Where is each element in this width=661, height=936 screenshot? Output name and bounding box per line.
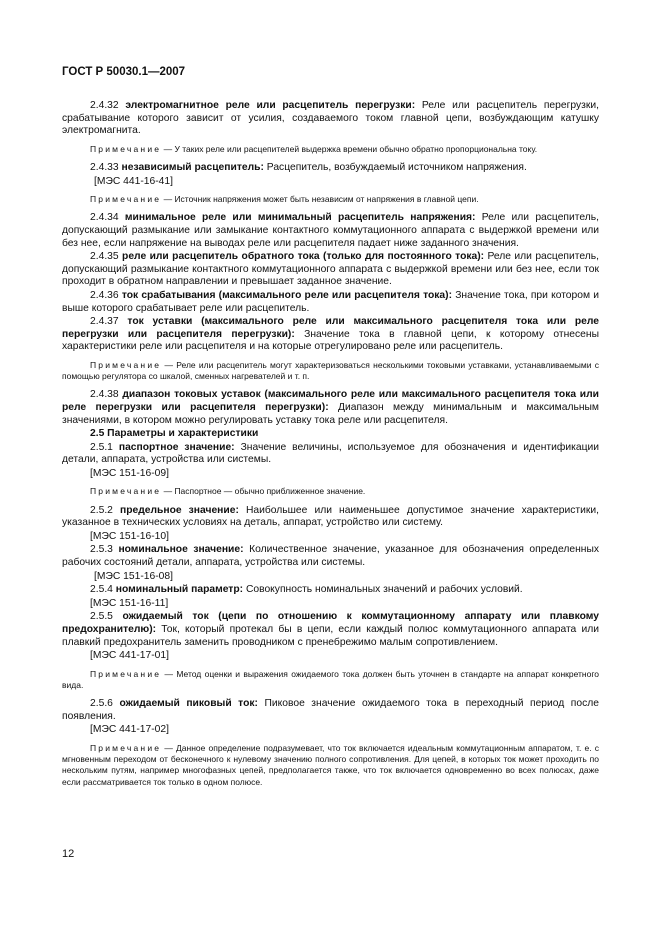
clause-number: 2.5.6: [90, 698, 113, 710]
term-definition: Наибольшее или наименьшее допустимое значение характеристики, указанное в технических условиях на деталь, аппарат, устройство или систему.: [62, 504, 599, 529]
reference: [МЭС 151-16-09]: [90, 467, 169, 479]
clause-2-4-37: [62, 316, 599, 354]
note-label: Примечание: [90, 359, 162, 370]
term-definition: Ток, который протекал бы в цепи, если каждый полюс коммутационного аппарата или плавкий предохранитель заменить проводником с пренебрежимо малым сопротивлением.: [62, 624, 599, 648]
clause-2-4-34: [62, 212, 599, 250]
note-text: — У таких реле или расцепителей выдержка времени обычно обратно пропорциональна току.: [163, 143, 538, 154]
term-definition: Диапазон между минимальным и максимальным значениями, в котором можно регулировать уставку тока реле или расцепителя.: [62, 401, 599, 426]
term-definition: Реле или расцепитель перегрузки, срабатывание которого зависит от усилия, создаваемого током главной цепи, возбуждающим катушку электромагнита.: [62, 100, 599, 137]
clause-number: 2.5.5: [90, 611, 113, 623]
note: [62, 360, 599, 382]
term-heading: независимый расцепитель:: [121, 161, 264, 173]
note-label: Примечание: [90, 742, 162, 753]
clause-2-5-1: [62, 442, 599, 467]
note: [62, 669, 599, 691]
term-definition: Значение тока, при котором и выше которого срабатывает реле или расцепитель.: [62, 289, 599, 314]
clause-number: 2.4.35: [90, 251, 119, 263]
reference: [МЭС 151-16-10]: [90, 530, 169, 542]
clause-number: 2.5.4: [90, 584, 113, 596]
term-definition: Реле или расцепитель, допускающий размыкание или замыкание контактного коммутационного аппарата с выдержкой времени или без нее, если напряжение на выводах реле или расцепителя падает ниже заданного значения.: [62, 212, 599, 249]
term-heading: электромагнитное реле или расцепитель перегрузки:: [125, 100, 416, 111]
term-definition: Реле или расцепитель, допускающий размыкание контактного коммутационного аппарата с выдержкой времени или без нее, если ток проходит в обратном направлении и превышает заданное значение.: [62, 251, 599, 288]
clause-2-4-33: [62, 162, 599, 175]
reference: [МЭС 441-17-01]: [90, 650, 169, 662]
term-definition: Количественное значение, указанное для обозначения определенных рабочих состояний детали, аппарата, устройства или системы.: [62, 544, 599, 569]
clause-number: 2.5.3: [90, 544, 113, 556]
reference: [МЭС 441-17-02]: [90, 724, 169, 736]
section-heading-2-5: 2.5 Параметры и характеристики: [90, 428, 259, 440]
document-header: ГОСТ Р 50030.1—2007: [62, 66, 186, 78]
reference: [МЭС 151-16-08]: [94, 570, 173, 582]
clause-number: 2.4.34: [90, 212, 119, 224]
term-heading: предельное значение:: [119, 504, 239, 516]
clause-2-5-5: [62, 611, 599, 649]
term-heading: ток уставки (максимального реле или максимального расцепителя тока или реле перегрузки или расцепителя перегрузки):: [62, 316, 599, 340]
clause-2-4-36: [62, 290, 599, 315]
clause-2-5-2: [62, 505, 599, 530]
clause-2-4-35: [62, 251, 599, 289]
clause-number: 2.5.1: [90, 441, 113, 453]
term-heading: ожидаемый пиковый ток:: [119, 698, 258, 710]
term-definition: Значение величины, используемое для обозначения и идентификации детали, аппарата, устройства или системы.: [62, 441, 599, 466]
note-label: Примечание: [90, 668, 162, 679]
term-heading: реле или расцепитель обратного тока (только для постоянного тока):: [122, 251, 485, 263]
clause-number: 2.4.33: [90, 161, 119, 173]
note-text: — Реле или расцепитель могут характеризоваться несколькими токовыми уставками, устанавливаемыми с помощью регулятора со шкалой, сменных нагревателей и т. п.: [62, 359, 599, 382]
note-label: Примечание: [90, 143, 162, 154]
clause-2-5-6: [62, 698, 599, 723]
clause-2-5-3: [62, 544, 599, 569]
clause-number: 2.5.2: [90, 504, 113, 516]
note-text: — Метод оценки и выражения ожидаемого тока должен быть уточнен в стандарте на аппарат конкретного вида.: [62, 668, 599, 690]
term-heading: паспортное значение:: [118, 441, 235, 453]
note-text: — Данное определение подразумевает, что ток включается идеальным коммутационным аппаратом, т. е. с мгновенным переходом от бесконечного к нулевому значению полного сопротивления. Для цепей, в которых ток может проходить по нескольким путям, например многофазных цепей, предполагается также, что ток включается одновременно во всех полюсах, даже если рассматривается ток только в одном полюсе.: [62, 742, 599, 787]
clause-2-4-38: [62, 389, 599, 427]
page-number: 12: [62, 848, 75, 860]
clause-number: 2.4.36: [90, 289, 119, 301]
term-heading: ожидаемый ток (цепи по отношению к коммутационному аппарату или плавкому предохранителю):: [62, 611, 599, 636]
page-body: [62, 100, 599, 795]
term-heading: минимальное реле или минимальный расцепитель напряжения:: [124, 212, 476, 224]
note: [62, 486, 599, 497]
clause-number: 2.4.37: [90, 316, 119, 328]
note-text: — Источник напряжения может быть независим от напряжения в главной цепи.: [163, 194, 479, 205]
note: [62, 194, 599, 205]
note-label: Примечание: [90, 486, 162, 497]
reference: [МЭС 151-16-11]: [90, 597, 169, 609]
note-label: Примечание: [90, 194, 162, 205]
reference: [МЭС 441-16-41]: [94, 175, 173, 187]
note-text: — Паспортное — обычно приближенное значение.: [163, 486, 366, 497]
note: [62, 144, 599, 155]
term-definition: Расцепитель, возбуждаемый источником напряжения.: [266, 161, 527, 173]
note: [62, 743, 599, 788]
term-definition: Значение тока в главной цепи, к которому отнесены характеристики реле или расцепителя и на которые отрегулировано реле или расцепитель.: [62, 328, 599, 353]
term-heading: номинальное значение:: [118, 544, 244, 556]
clause-2-5-4: [62, 584, 599, 597]
term-definition: Пиковое значение ожидаемого тока в переходный период после появления.: [62, 698, 599, 722]
term-heading: диапазон токовых уставок (максимального реле или максимального расцепителя тока или реле перегрузки или расцепителя перегрузки):: [62, 389, 599, 413]
clause-number: 2.4.38: [90, 389, 119, 401]
clause-number: 2.4.32: [90, 100, 119, 111]
term-heading: ток срабатывания (максимального реле или расцепителя тока):: [121, 289, 453, 301]
clause-2-4-32: [62, 100, 599, 138]
term-definition: Совокупность номинальных значений и рабочих условий.: [245, 584, 523, 596]
term-heading: номинальный параметр:: [115, 584, 244, 596]
